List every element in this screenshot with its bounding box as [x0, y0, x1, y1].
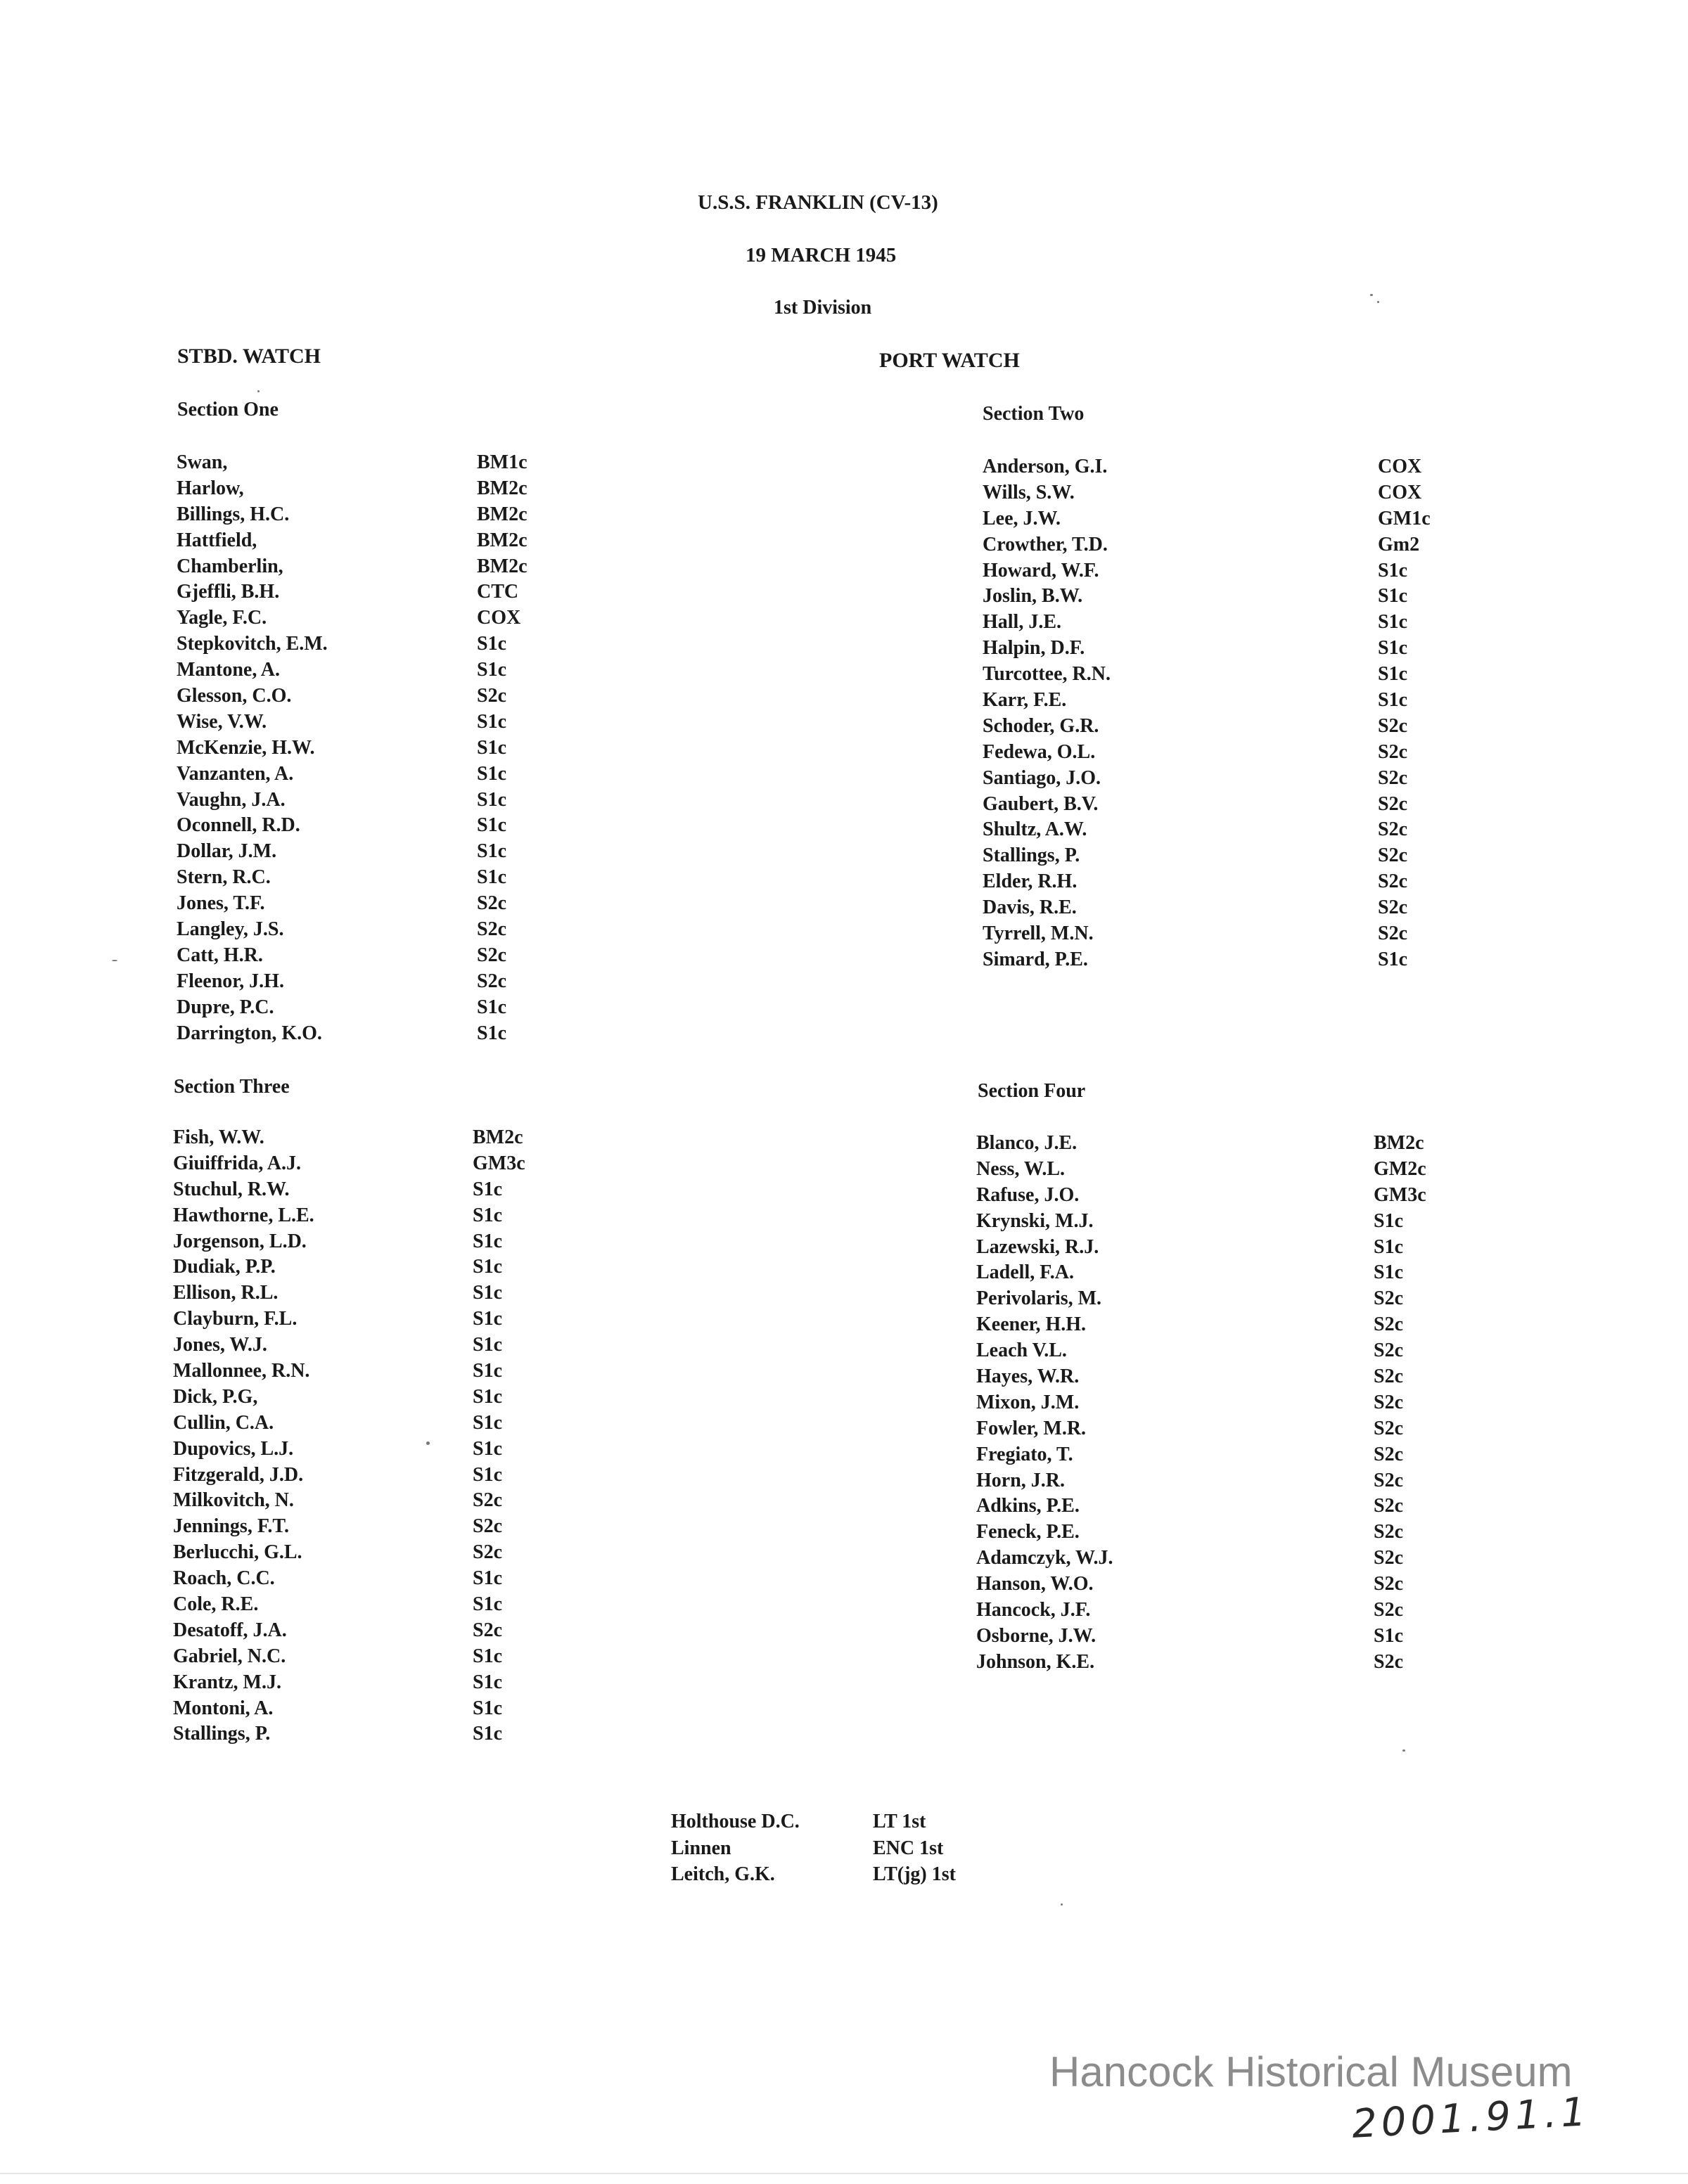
section-one-title: Section One [177, 399, 279, 420]
division-title: 1st Division [774, 297, 872, 319]
crew-name: Hawthorne, L.E. [173, 1204, 314, 1226]
crew-rate: S1c [473, 1567, 502, 1590]
crew-rate: S1c [1378, 663, 1407, 686]
crew-rate: S2c [1378, 897, 1407, 919]
crew-name: Halpin, D.F. [983, 637, 1085, 660]
crew-name: Wise, V.W. [177, 710, 267, 733]
crew-name: Adkins, P.E. [976, 1495, 1080, 1517]
crew-name: Jones, T.F. [177, 892, 265, 915]
ship-title: U.S.S. FRANKLIN (CV-13) [698, 191, 938, 214]
crew-rate: CTC [477, 581, 519, 603]
crew-rate: S2c [1378, 923, 1407, 945]
crew-name: Lazewski, R.J. [976, 1235, 1099, 1258]
crew-rate: S1c [477, 840, 506, 863]
crew-name: Fitzgerald, J.D. [173, 1463, 304, 1486]
crew-rate: S2c [1374, 1469, 1403, 1491]
crew-rate: S2c [1374, 1599, 1403, 1621]
crew-rate: S1c [473, 1593, 502, 1616]
crew-name: Davis, R.E. [983, 897, 1077, 919]
crew-name: Chamberlin, [177, 555, 283, 577]
crew-name: Dupre, P.C. [177, 996, 274, 1018]
crew-rate: S1c [473, 1282, 502, 1304]
crew-name: Howard, W.F. [983, 559, 1099, 582]
crew-name: Gabriel, N.C. [173, 1645, 286, 1667]
crew-rate: S1c [473, 1204, 502, 1226]
crew-name: Krynski, M.J. [976, 1209, 1094, 1232]
crew-rate: ENC 1st [873, 1837, 944, 1859]
port-watch-heading: PORT WATCH [879, 349, 1020, 372]
crew-name: Perivolaris, M. [976, 1287, 1102, 1310]
crew-rate: S1c [477, 659, 506, 681]
crew-name: Harlow, [177, 477, 244, 499]
crew-name: Stepkovitch, E.M. [177, 633, 328, 655]
crew-rate: BM1c [477, 451, 528, 473]
crew-rate: BM2c [1374, 1132, 1424, 1154]
crew-name: Horn, J.R. [976, 1469, 1065, 1491]
crew-name: Langley, J.S. [177, 918, 284, 941]
crew-name: Fowler, M.R. [976, 1417, 1087, 1439]
crew-rate: S2c [1378, 792, 1407, 815]
crew-rate: S1c [477, 866, 506, 889]
crew-name: Wills, S.W. [983, 481, 1075, 503]
crew-rate: LT(jg) 1st [873, 1863, 956, 1885]
crew-name: Cole, R.E. [173, 1593, 259, 1616]
crew-rate: S2c [473, 1541, 502, 1564]
scan-speck [1377, 301, 1379, 303]
crew-name: Shultz, A.W. [983, 818, 1087, 841]
crew-rate: S2c [477, 944, 506, 966]
section-three-title: Section Three [174, 1076, 290, 1098]
crew-name: Cullin, C.A. [173, 1411, 274, 1434]
crew-rate: S1c [477, 633, 506, 655]
crew-rate: Gm2 [1378, 533, 1420, 555]
crew-name: McKenzie, H.W. [177, 736, 315, 759]
crew-rate: S2c [1374, 1547, 1403, 1569]
crew-name: Ness, W.L. [976, 1157, 1066, 1180]
crew-name: Feneck, P.E. [976, 1521, 1080, 1543]
museum-watermark: Hancock Historical Museum [1049, 2048, 1573, 2095]
crew-name: Hancock, J.F. [976, 1599, 1091, 1621]
crew-name: Adamczyk, W.J. [976, 1547, 1113, 1569]
crew-name: Desatoff, J.A. [173, 1619, 287, 1641]
crew-name: Stallings, P. [173, 1723, 271, 1745]
crew-rate: S2c [1374, 1340, 1403, 1362]
crew-name: Crowther, T.D. [983, 533, 1108, 555]
crew-rate: S2c [1374, 1650, 1403, 1673]
crew-name: Yagle, F.C. [177, 607, 267, 629]
crew-name: Simard, P.E. [983, 948, 1088, 970]
crew-name: Rafuse, J.O. [976, 1183, 1080, 1206]
crew-name: Krantz, M.J. [173, 1671, 281, 1693]
crew-name: Swan, [177, 451, 228, 473]
crew-rate: COX [1378, 456, 1422, 477]
crew-rate: S1c [473, 1178, 502, 1200]
crew-rate: S2c [473, 1619, 502, 1641]
crew-name: Karr, F.E. [983, 689, 1067, 712]
crew-rate: S1c [1378, 689, 1407, 712]
crew-name: Hattfield, [177, 529, 257, 551]
crew-name: Schoder, G.R. [983, 714, 1099, 737]
crew-name: Santiago, J.O. [983, 766, 1101, 789]
crew-name: Leach V.L. [976, 1340, 1067, 1362]
crew-name: Dick, P.G, [173, 1385, 258, 1408]
crew-rate: S1c [473, 1463, 502, 1486]
crew-rate: S1c [473, 1437, 502, 1460]
crew-rate: S2c [1378, 714, 1407, 737]
crew-rate: S2c [1378, 871, 1407, 893]
crew-rate: S2c [1378, 740, 1407, 763]
crew-rate: S1c [477, 736, 506, 759]
section-two-title: Section Two [983, 403, 1085, 425]
accession-number: 2001.91.1 [1350, 2089, 1592, 2147]
crew-name: Lee, J.W. [983, 507, 1061, 529]
crew-name: Ladell, F.A. [976, 1261, 1074, 1284]
crew-rate: S1c [1378, 948, 1407, 970]
crew-rate: GM1c [1378, 507, 1431, 529]
crew-rate: S1c [473, 1360, 502, 1382]
crew-rate: BM2c [477, 529, 528, 551]
crew-name: Dupovics, L.J. [173, 1437, 294, 1460]
crew-name: Anderson, G.I. [983, 456, 1108, 477]
crew-name: Gaubert, B.V. [983, 792, 1099, 815]
crew-name: Jennings, F.T. [173, 1515, 289, 1538]
crew-rate: S1c [1374, 1624, 1403, 1647]
crew-rate: S1c [473, 1308, 502, 1330]
crew-rate: S1c [473, 1723, 502, 1745]
crew-name: Billings, H.C. [177, 503, 290, 525]
crew-name: Hall, J.E. [983, 611, 1062, 634]
crew-rate: S1c [1374, 1209, 1403, 1232]
crew-name: Darrington, K.O. [177, 1022, 322, 1044]
crew-rate: S1c [473, 1411, 502, 1434]
crew-name: Johnson, K.E. [976, 1650, 1095, 1673]
crew-rate: S2c [1378, 766, 1407, 789]
crew-name: Fedewa, O.L. [983, 740, 1096, 763]
crew-rate: S2c [1374, 1287, 1403, 1310]
crew-rate: S1c [473, 1385, 502, 1408]
crew-rate: S1c [477, 814, 506, 837]
crew-name: Stallings, P. [983, 844, 1080, 867]
crew-rate: S1c [1378, 585, 1407, 608]
crew-name: Fleenor, J.H. [177, 970, 284, 992]
crew-name: Keener, H.H. [976, 1313, 1087, 1336]
crew-rate: S2c [1374, 1313, 1403, 1336]
crew-rate: S1c [477, 762, 506, 785]
crew-rate: BM2c [477, 477, 528, 499]
crew-name: Joslin, B.W. [983, 585, 1083, 608]
crew-rate: S1c [1374, 1235, 1403, 1258]
crew-rate: S1c [1378, 559, 1407, 582]
crew-rate: S2c [1378, 844, 1407, 867]
scan-speck [1370, 294, 1373, 296]
crew-name: Jorgenson, L.D. [173, 1230, 307, 1252]
crew-name: Elder, R.H. [983, 871, 1078, 893]
crew-name: Mallonnee, R.N. [173, 1360, 310, 1382]
crew-name: Hanson, W.O. [976, 1573, 1094, 1595]
crew-rate: S1c [473, 1671, 502, 1693]
crew-rate: S1c [473, 1645, 502, 1667]
crew-rate: S2c [1374, 1366, 1403, 1388]
crew-name: Dollar, J.M. [177, 840, 277, 863]
crew-rate: S1c [1374, 1261, 1403, 1284]
crew-rate: S2c [477, 685, 506, 707]
crew-rate: S2c [1374, 1495, 1403, 1517]
crew-rate: S1c [477, 996, 506, 1018]
crew-name: Blanco, J.E. [976, 1132, 1078, 1154]
crew-name: Hayes, W.R. [976, 1366, 1080, 1388]
scan-speck [257, 390, 260, 392]
crew-name: Linnen [671, 1837, 731, 1859]
crew-rate: S2c [1374, 1391, 1403, 1413]
crew-rate: BM2c [473, 1126, 523, 1148]
crew-rate: S2c [1374, 1573, 1403, 1595]
crew-rate: S1c [473, 1230, 502, 1252]
scan-speck [1402, 1749, 1405, 1752]
crew-name: Turcottee, R.N. [983, 663, 1111, 686]
crew-rate: GM3c [473, 1152, 525, 1174]
crew-name: Mixon, J.M. [976, 1391, 1080, 1413]
document-date: 19 MARCH 1945 [746, 244, 897, 266]
crew-rate: BM2c [477, 503, 528, 525]
crew-rate: COX [1378, 481, 1422, 503]
crew-rate: GM3c [1374, 1183, 1426, 1206]
crew-rate: GM2c [1374, 1157, 1426, 1180]
crew-rate: S2c [473, 1515, 502, 1538]
crew-rate: COX [477, 607, 521, 629]
crew-name: Roach, C.C. [173, 1567, 275, 1590]
crew-name: Holthouse D.C. [671, 1811, 800, 1832]
crew-name: Berlucchi, G.L. [173, 1541, 302, 1564]
crew-rate: S1c [1378, 637, 1407, 660]
section-four-title: Section Four [978, 1080, 1086, 1102]
crew-name: Stuchul, R.W. [173, 1178, 290, 1200]
crew-rate: LT 1st [873, 1811, 926, 1832]
crew-name: Milkovitch, N. [173, 1489, 294, 1512]
crew-rate: S1c [473, 1256, 502, 1278]
crew-rate: S2c [1374, 1417, 1403, 1439]
crew-name: Gjeffli, B.H. [177, 581, 280, 603]
crew-name: Clayburn, F.L. [173, 1308, 298, 1330]
crew-rate: S2c [477, 918, 506, 941]
crew-rate: S2c [1374, 1521, 1403, 1543]
crew-rate: S2c [473, 1489, 502, 1512]
crew-name: Ellison, R.L. [173, 1282, 279, 1304]
crew-name: Catt, H.R. [177, 944, 263, 966]
crew-name: Mantone, A. [177, 659, 280, 681]
crew-name: Glesson, C.O. [177, 685, 292, 707]
crew-name: Fish, W.W. [173, 1126, 264, 1148]
crew-rate: BM2c [477, 555, 528, 577]
crew-rate: S1c [473, 1697, 502, 1719]
crew-name: Dudiak, P.P. [173, 1256, 276, 1278]
crew-rate: S2c [477, 892, 506, 915]
scan-speck [426, 1441, 430, 1445]
crew-name: Vanzanten, A. [177, 762, 294, 785]
crew-name: Stern, R.C. [177, 866, 271, 889]
crew-name: Fregiato, T. [976, 1443, 1073, 1465]
crew-rate: S1c [473, 1334, 502, 1356]
stbd-watch-heading: STBD. WATCH [177, 345, 321, 368]
crew-rate: S2c [1374, 1443, 1403, 1465]
crew-name: Jones, W.J. [173, 1334, 267, 1356]
crew-rate: S1c [477, 710, 506, 733]
crew-rate: S2c [1378, 818, 1407, 841]
scan-speck [1061, 1903, 1063, 1906]
scan-speck [112, 960, 117, 961]
crew-rate: S1c [477, 1022, 506, 1044]
crew-rate: S2c [477, 970, 506, 992]
crew-name: Montoni, A. [173, 1697, 274, 1719]
crew-name: Giuiffrida, A.J. [173, 1152, 302, 1174]
crew-name: Osborne, J.W. [976, 1624, 1096, 1647]
crew-name: Tyrrell, M.N. [983, 923, 1094, 945]
crew-name: Leitch, G.K. [671, 1863, 775, 1885]
crew-rate: S1c [1378, 611, 1407, 634]
crew-name: Oconnell, R.D. [177, 814, 300, 837]
crew-rate: S1c [477, 788, 506, 811]
scan-edge [0, 2173, 1688, 2174]
crew-name: Vaughn, J.A. [177, 788, 286, 811]
